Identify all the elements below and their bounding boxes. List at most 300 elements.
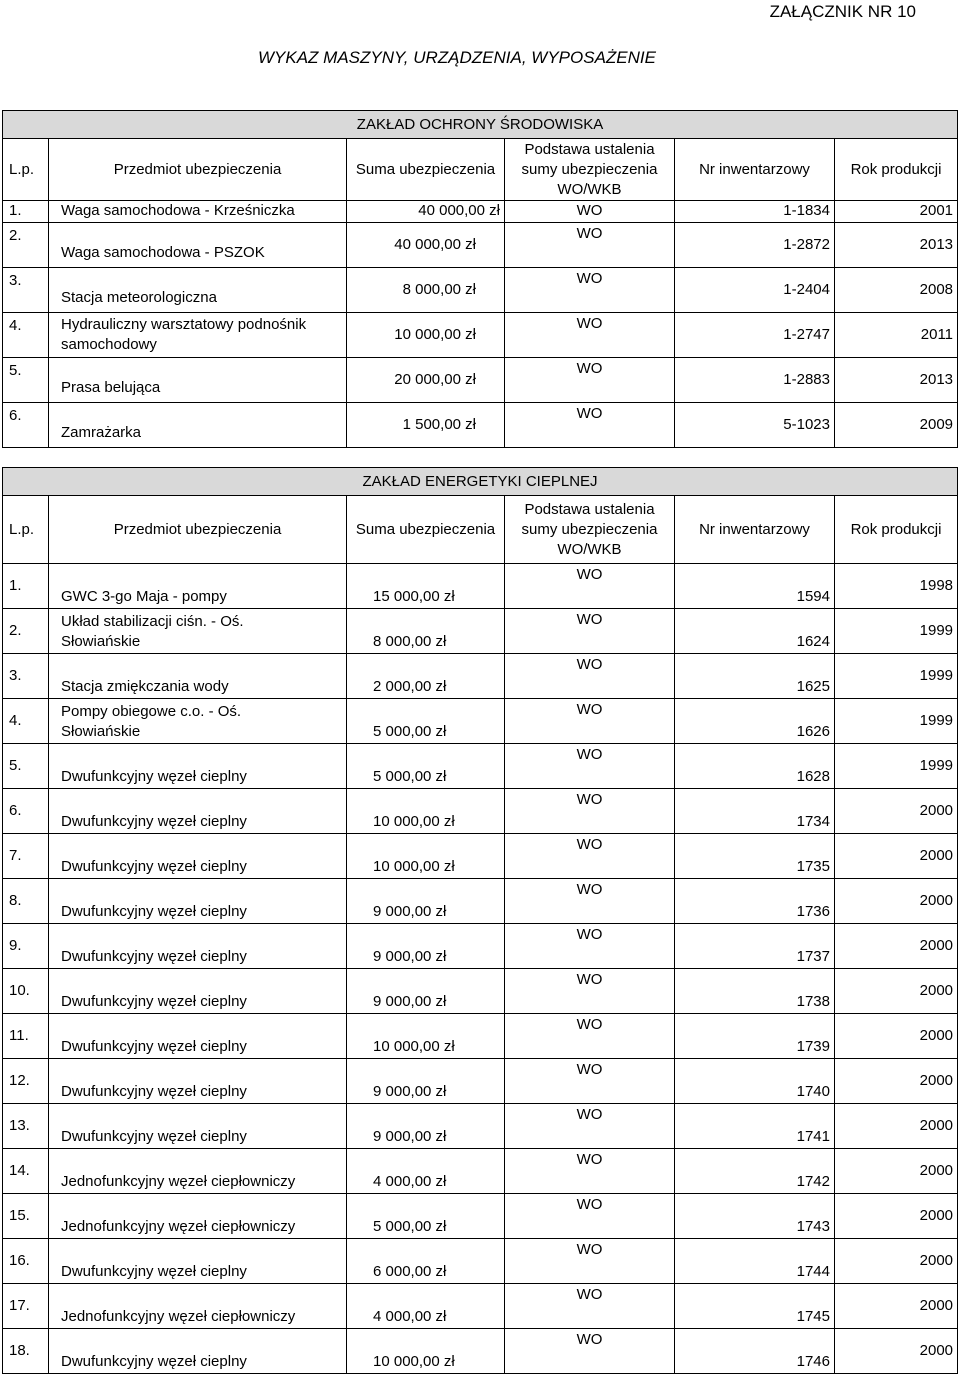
year-value: 2000 [919,1027,954,1044]
cell-lp [3,1104,49,1149]
lp-value: 15. [9,1207,30,1224]
basis-value: WO [576,656,603,673]
cell-basis [505,1239,675,1284]
table-row [3,654,958,699]
subject-value: Jednofunkcyjny węzeł ciepłowniczy [61,1173,296,1190]
inventory-value: 1594 [796,588,830,605]
table-row [3,1239,958,1284]
cell-sum [347,313,505,358]
header-lp: L.p. [3,496,49,564]
inventory-value: 1738 [796,993,830,1010]
cell-lp [3,879,49,924]
basis-value: WO [576,791,603,808]
subject-value-line2: Słowiańskie [61,633,141,650]
inventory-value: 5-1023 [783,416,830,433]
cell-lp [3,403,49,448]
cell-sum [347,403,505,448]
subject-value: Waga samochodowa - PSZOK [61,244,265,261]
cell-year [835,313,958,358]
table-row [3,201,958,223]
cell-basis [505,403,675,448]
cell-subject [49,609,347,654]
basis-value: WO [576,1061,603,1078]
cell-year [835,223,958,268]
cell-inventory [675,1104,835,1149]
cell-sum [347,834,505,879]
sum-value: 10 000,00 zł [394,326,476,343]
year-value: 2000 [919,1207,954,1224]
table-row [3,879,958,924]
cell-inventory [675,1194,835,1239]
subject-value: Dwufunkcyjny węzeł cieplny [61,1353,247,1370]
cell-year [835,1104,958,1149]
subject-value: Stacja meteorologiczna [61,289,217,306]
year-value: 2008 [919,281,954,298]
basis-value: WO [576,1196,603,1213]
cell-lp [3,924,49,969]
cell-year [835,403,958,448]
basis-value: WO [576,971,603,988]
sum-value: 2 000,00 zł [373,678,447,695]
section2-header-row [3,496,958,564]
year-value: 2000 [919,847,954,864]
cell-lp [3,1284,49,1329]
cell-sum [347,744,505,789]
year-value: 2000 [919,802,954,819]
subject-value: Dwufunkcyjny węzeł cieplny [61,768,247,785]
cell-sum [347,1014,505,1059]
cell-year [835,744,958,789]
basis-value: WO [576,405,603,422]
basis-value: WO [576,225,603,242]
subject-value: GWC 3-go Maja - pompy [61,588,227,605]
section2-title: ZAKŁAD ENERGETYKI CIEPLNEJ [3,468,958,496]
table-row [3,1194,958,1239]
cell-inventory [675,609,835,654]
lp-value: 2. [9,622,22,639]
cell-basis [505,313,675,358]
lp-value: 6. [9,802,22,819]
sum-value: 1 500,00 zł [402,416,476,433]
cell-sum [347,654,505,699]
basis-value: WO [576,202,603,219]
header-sum: Suma ubezpieczenia [347,496,505,564]
cell-basis [505,789,675,834]
cell-inventory [675,699,835,744]
subject-value: Zamrażarka [61,424,142,441]
cell-subject [49,1284,347,1329]
subject-value: Dwufunkcyjny węzeł cieplny [61,1263,247,1280]
table-row [3,609,958,654]
subject-value: Dwufunkcyjny węzeł cieplny [61,948,247,965]
cell-basis [505,1149,675,1194]
cell-inventory [675,744,835,789]
cell-subject [49,879,347,924]
cell-lp [3,358,49,403]
cell-year [835,1149,958,1194]
cell-year [835,924,958,969]
cell-subject [49,564,347,609]
cell-inventory [675,403,835,448]
lp-value: 10. [9,982,30,999]
cell-subject [49,358,347,403]
basis-value: WO [576,1286,603,1303]
lp-value: 6. [9,407,22,424]
cell-year [835,1194,958,1239]
subject-value: Stacja zmiękczania wody [61,678,229,695]
table-row [3,1014,958,1059]
cell-year [835,564,958,609]
year-value: 2000 [919,982,954,999]
header-basis-line3: WO/WKB [557,540,622,558]
table-row [3,834,958,879]
cell-basis [505,744,675,789]
cell-basis [505,1329,675,1374]
sum-value: 5 000,00 zł [373,723,447,740]
lp-value: 5. [9,757,22,774]
cell-year [835,1059,958,1104]
lp-value: 9. [9,937,22,954]
cell-inventory [675,1014,835,1059]
inventory-value: 1-2872 [783,236,830,253]
table-row [3,358,958,403]
cell-basis [505,1014,675,1059]
table-row [3,744,958,789]
cell-basis [505,1104,675,1149]
table-row [3,313,958,358]
cell-basis [505,268,675,313]
table-row [3,403,958,448]
cell-subject [49,654,347,699]
cell-subject [49,834,347,879]
subject-value: Dwufunkcyjny węzeł cieplny [61,1128,247,1145]
cell-sum [347,1284,505,1329]
section2-table [2,467,958,1374]
basis-value: WO [576,315,603,332]
basis-value: WO [576,836,603,853]
cell-year [835,699,958,744]
year-value: 1999 [919,712,954,729]
inventory-value: 1624 [796,633,830,650]
table-row [3,223,958,268]
cell-year [835,1014,958,1059]
inventory-value: 1-1834 [783,202,830,219]
year-value: 2000 [919,1342,954,1359]
basis-value: WO [576,746,603,763]
lp-value: 1. [9,577,22,594]
cell-subject [49,1059,347,1104]
year-value: 1999 [919,757,954,774]
cell-basis [505,201,675,223]
inventory-value: 1625 [796,678,830,695]
lp-value: 17. [9,1297,30,1314]
table-row [3,268,958,313]
sum-value: 10 000,00 zł [373,858,455,875]
cell-sum [347,1104,505,1149]
cell-inventory [675,223,835,268]
cell-subject [49,223,347,268]
cell-lp [3,313,49,358]
table-row [3,1284,958,1329]
cell-inventory [675,879,835,924]
inventory-value: 1-2883 [783,371,830,388]
lp-value: 18. [9,1342,30,1359]
cell-inventory [675,789,835,834]
year-value: 2000 [919,1252,954,1269]
year-value: 1998 [919,577,954,594]
inventory-value: 1736 [796,903,830,920]
basis-value: WO [576,926,603,943]
inventory-value: 1734 [796,813,830,830]
inventory-value: 1735 [796,858,830,875]
basis-value: WO [576,1241,603,1258]
cell-sum [347,969,505,1014]
cell-subject [49,201,347,223]
cell-lp [3,201,49,223]
cell-year [835,609,958,654]
basis-value: WO [576,611,603,628]
basis-value: WO [576,881,603,898]
header-inventory: Nr inwentarzowy [675,139,835,201]
year-value: 2001 [919,202,954,219]
cell-year [835,1329,958,1374]
sum-value: 15 000,00 zł [373,588,455,605]
cell-inventory [675,201,835,223]
lp-value: 1. [9,202,22,219]
cell-subject [49,969,347,1014]
cell-inventory [675,268,835,313]
table-row [3,1104,958,1149]
sum-value: 9 000,00 zł [373,1128,447,1145]
year-value: 2011 [920,326,954,343]
header-sum: Suma ubezpieczenia [347,139,505,201]
cell-lp [3,609,49,654]
lp-value: 8. [9,892,22,909]
subject-value: Hydrauliczny warsztatowy podnośnik [61,316,307,333]
lp-value: 3. [9,272,22,289]
cell-lp [3,1194,49,1239]
cell-basis [505,654,675,699]
cell-sum [347,879,505,924]
year-value: 2000 [919,1117,954,1134]
basis-value: WO [576,1106,603,1123]
lp-value: 7. [9,847,22,864]
inventory-value: 1743 [796,1218,830,1235]
cell-lp [3,654,49,699]
sum-value: 9 000,00 zł [373,903,447,920]
cell-basis [505,564,675,609]
cell-subject [49,1239,347,1284]
header-basis [505,139,675,201]
subject-value: Waga samochodowa - Krześniczka [61,202,295,219]
cell-inventory [675,969,835,1014]
subject-value: Dwufunkcyjny węzeł cieplny [61,993,247,1010]
cell-basis [505,223,675,268]
cell-lp [3,1329,49,1374]
sum-value: 10 000,00 zł [373,813,455,830]
cell-inventory [675,1149,835,1194]
subject-value: Dwufunkcyjny węzeł cieplny [61,1083,247,1100]
cell-subject [49,403,347,448]
basis-value: WO [576,1331,603,1348]
inventory-value: 1737 [796,948,830,965]
cell-basis [505,699,675,744]
table-row [3,1149,958,1194]
lp-value: 14. [9,1162,30,1179]
section1-header-row [3,139,958,201]
year-value: 2013 [919,236,954,253]
inventory-value: 1744 [796,1263,830,1280]
cell-lp [3,699,49,744]
basis-value: WO [576,566,603,583]
subject-value-line2: samochodowy [61,336,157,353]
cell-sum [347,223,505,268]
cell-year [835,358,958,403]
basis-value: WO [576,270,603,287]
inventory-value: 1741 [796,1128,830,1145]
year-value: 2000 [919,1297,954,1314]
table-row [3,789,958,834]
cell-sum [347,609,505,654]
cell-lp [3,223,49,268]
cell-sum [347,924,505,969]
cell-inventory [675,834,835,879]
attachment-number: ZAŁĄCZNIK NR 10 [769,2,916,21]
cell-subject [49,313,347,358]
header-basis [505,496,675,564]
sum-value: 8 000,00 zł [402,281,476,298]
cell-sum [347,201,505,223]
cell-basis [505,1194,675,1239]
cell-lp [3,1239,49,1284]
inventory-value: 1746 [796,1353,830,1370]
lp-value: 16. [9,1252,30,1269]
header-basis-line1: Podstawa ustalenia [524,140,655,158]
cell-inventory [675,1329,835,1374]
cell-year [835,268,958,313]
cell-subject [49,1149,347,1194]
header-subject: Przedmiot ubezpieczenia [49,139,347,201]
sum-value: 40 000,00 zł [394,236,476,253]
cell-inventory [675,1284,835,1329]
year-value: 1999 [919,667,954,684]
cell-inventory [675,654,835,699]
header-basis-line2: sumy ubezpieczenia [521,520,658,538]
cell-inventory [675,924,835,969]
subject-value: Dwufunkcyjny węzeł cieplny [61,1038,247,1055]
sum-value: 4 000,00 zł [373,1308,447,1325]
cell-inventory [675,313,835,358]
cell-year [835,1239,958,1284]
cell-subject [49,1014,347,1059]
sum-value: 9 000,00 zł [373,1083,447,1100]
header-basis-line3: WO/WKB [557,180,622,198]
cell-lp [3,969,49,1014]
sum-value: 10 000,00 zł [373,1038,455,1055]
year-value: 2013 [919,371,954,388]
cell-inventory [675,358,835,403]
header-subject: Przedmiot ubezpieczenia [49,496,347,564]
cell-subject [49,1329,347,1374]
cell-lp [3,744,49,789]
cell-subject [49,924,347,969]
cell-year [835,969,958,1014]
cell-year [835,879,958,924]
cell-year [835,201,958,223]
lp-value: 3. [9,667,22,684]
cell-subject [49,1104,347,1149]
inventory-value: 1739 [796,1038,830,1055]
cell-sum [347,358,505,403]
inventory-value: 1628 [796,768,830,785]
cell-sum [347,1239,505,1284]
year-value: 2000 [919,1162,954,1179]
cell-lp [3,268,49,313]
cell-lp [3,1149,49,1194]
cell-inventory [675,1059,835,1104]
sum-value: 6 000,00 zł [373,1263,447,1280]
cell-basis [505,1284,675,1329]
cell-basis [505,924,675,969]
sum-value: 5 000,00 zł [373,1218,447,1235]
subject-value: Układ stabilizacji ciśn. - Oś. [61,613,244,630]
cell-basis [505,358,675,403]
cell-sum [347,1059,505,1104]
table-row [3,699,958,744]
cell-year [835,1284,958,1329]
subject-value: Dwufunkcyjny węzeł cieplny [61,813,247,830]
cell-year [835,654,958,699]
inventory-value: 1-2404 [783,281,830,298]
cell-sum [347,699,505,744]
cell-subject [49,699,347,744]
section1-title: ZAKŁAD OCHRONY ŚRODOWISKA [3,111,958,139]
sum-value: 5 000,00 zł [373,768,447,785]
year-value: 2009 [919,416,954,433]
cell-sum [347,1329,505,1374]
section1-table [2,110,958,448]
subject-value: Dwufunkcyjny węzeł cieplny [61,903,247,920]
cell-lp [3,1059,49,1104]
subject-value-line2: Słowiańskie [61,723,141,740]
cell-sum [347,268,505,313]
cell-subject [49,268,347,313]
cell-subject [49,744,347,789]
cell-year [835,834,958,879]
lp-value: 4. [9,317,22,334]
cell-basis [505,834,675,879]
cell-subject [49,789,347,834]
cell-lp [3,834,49,879]
cell-sum [347,789,505,834]
lp-value: 4. [9,712,22,729]
table-row [3,1059,958,1104]
sum-value: 4 000,00 zł [373,1173,447,1190]
cell-sum [347,1149,505,1194]
inventory-value: 1626 [796,723,830,740]
subject-value: Pompy obiegowe c.o. - Oś. [61,703,242,720]
year-value: 2000 [919,937,954,954]
basis-value: WO [576,701,603,718]
inventory-value: 1742 [796,1173,830,1190]
cell-lp [3,789,49,834]
inventory-value: 1745 [796,1308,830,1325]
cell-basis [505,879,675,924]
sum-value: 9 000,00 zł [373,948,447,965]
inventory-value: 1740 [796,1083,830,1100]
lp-value: 12. [9,1072,30,1089]
basis-value: WO [576,1016,603,1033]
